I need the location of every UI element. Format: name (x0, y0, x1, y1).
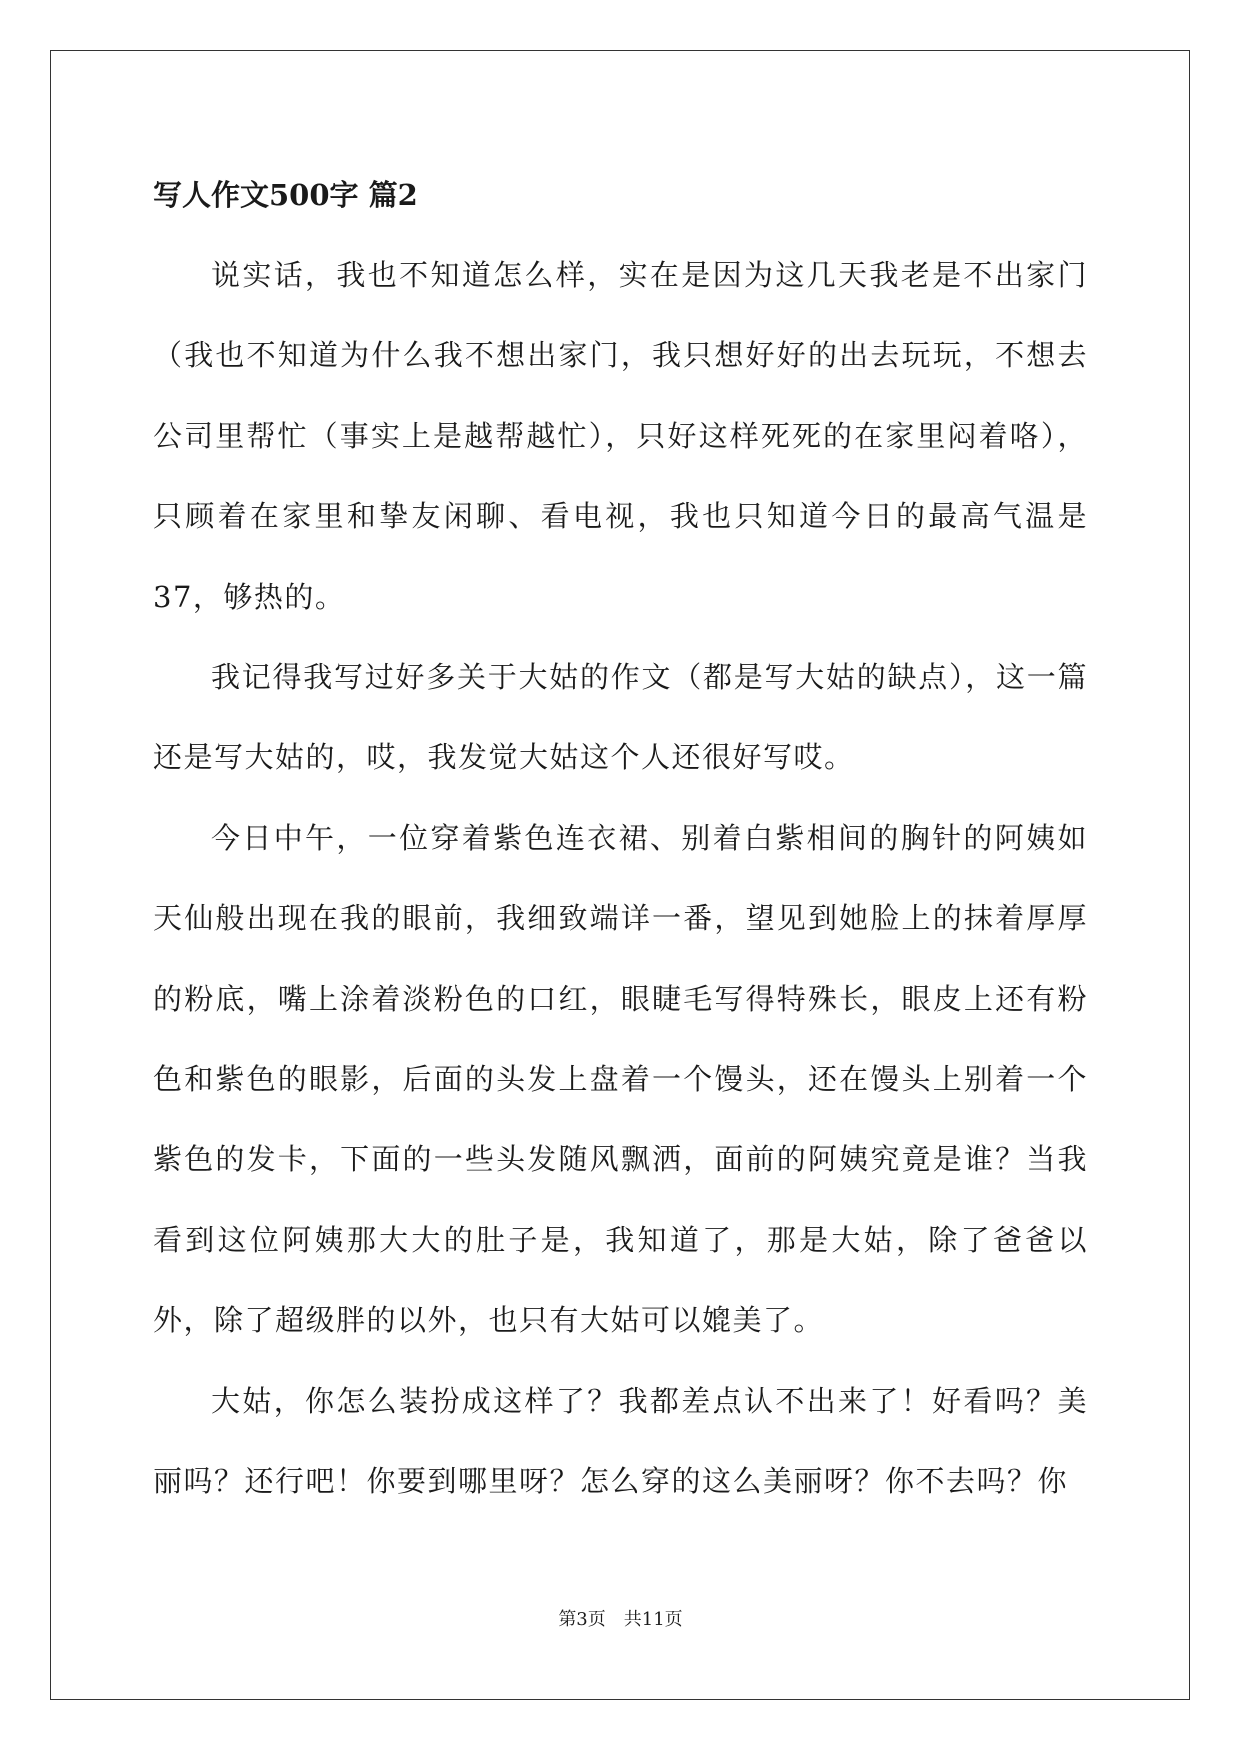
paragraph-4: 大姑，你怎么装扮成这样了？我都差点认不出来了！好看吗？美丽吗？还行吧！你要到哪里呀？怎么穿的这么美丽呀？你不去吗？你 (153, 1383, 1088, 1499)
paragraph-3: 今日中午，一位穿着紫色连衣裙、别着白紫相间的胸针的阿姨如天仙般出现在我的眼前，我细致端详一番，望见到她脸上的抹着厚厚的粉底，嘴上涂着淡粉色的口红，眼睫毛写得特殊长，眼皮上还有粉色和紫色的眼影，后面的头发上盘着一个馒头，还在馒头上别着一个紫色的发卡，下面的一些头发随风飘洒，面前的阿姨究竟是谁？当我看到这位阿姨那大大的肚子是，我知道了，那是大姑，除了爸爸以外，除了超级胖的以外，也只有大姑可以媲美了。 (153, 820, 1088, 1338)
document-heading: 写人作文500字 篇2 (153, 178, 418, 212)
page-number-footer: 第3页 共11页 (558, 1609, 683, 1630)
paragraph-1: 说实话，我也不知道怎么样，实在是因为这几天我老是不出家门（我也不知道为什么我不想出家门，我只想好好的出去玩玩，不想去公司里帮忙（事实上是越帮越忙），只好这样死死的在家里闷着咯），只顾着在家里和挚友闲聊、看电视，我也只知道今日的最高气温是37，够热的。 (153, 258, 1088, 614)
document-body (153, 155, 1088, 1522)
paragraph-2: 我记得我写过好多关于大姑的作文（都是写大姑的缺点），这一篇还是写大姑的，哎，我发觉大姑这个人还很好写哎。 (153, 660, 1088, 775)
